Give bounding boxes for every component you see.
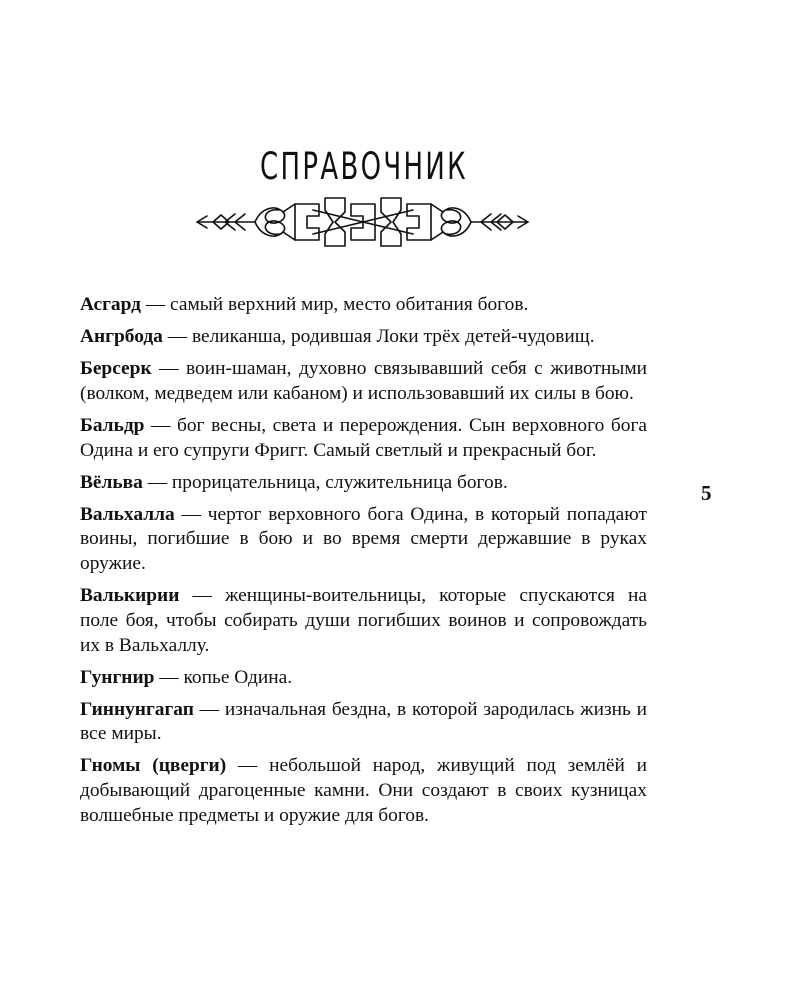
- glossary-entry: [80, 584, 647, 658]
- entry-term: Асгард: [80, 294, 141, 315]
- entry-definition: — бог весны, света и перерождения. Сын верховного бога Одина и его супруги Фригг. Самый светлый и прекрасный бог.: [80, 414, 647, 461]
- entry-definition: — женщины-воительницы, которые спускаются на поле боя, чтобы собирать души погибших воинов и сопровождать их в Вальхаллу.: [80, 585, 647, 656]
- entry-term: Берсерк: [80, 357, 152, 379]
- entry-definition: — великанша, родившая Локи трёх детей-чудовищ.: [162, 325, 595, 347]
- entry-term: Гномы (цверги): [80, 755, 227, 777]
- entry-definition: — прорицательница, служительница богов.: [142, 471, 508, 493]
- glossary-entry: [80, 666, 647, 691]
- entry-term: Гунгнир: [80, 666, 155, 688]
- entry-definition: — чертог верховного бога Одина, в который попадают воины, погибшие в бою и во время смерти державшие в руках оружие.: [80, 503, 647, 575]
- glossary-entry: [80, 357, 647, 407]
- entry-definition: — воин-шаман, духовно связывавший себя с животными (волком, медведем или кабаном) и использовавший их силы в бою.: [80, 357, 647, 404]
- entry-term: Ангрбода: [80, 325, 163, 347]
- entry-term: Гиннунгагап: [80, 698, 194, 720]
- glossary-entry: [80, 293, 647, 318]
- glossary-entry: [80, 414, 647, 464]
- glossary-entry: [80, 503, 647, 577]
- glossary-entry: [80, 325, 647, 350]
- entry-definition: — изначальная бездна, в которой зародилась жизнь и все миры.: [80, 698, 647, 745]
- glossary-entry: [80, 471, 647, 496]
- page-title: СПРАВОЧНИК: [260, 144, 468, 188]
- entry-term: Вальхалла: [80, 503, 175, 525]
- entry-definition: — копье Одина.: [154, 666, 293, 688]
- entry-term: Бальдр: [80, 414, 145, 436]
- entry-term: Валькирии: [80, 585, 180, 607]
- entry-definition: — самый верхний мир, место обитания богов.: [140, 294, 529, 315]
- entry-term: Вёльва: [80, 471, 143, 493]
- glossary-list: [80, 293, 647, 836]
- glossary-entry: [80, 698, 647, 748]
- page-number: 5: [701, 481, 712, 505]
- norse-knot-ornament-icon: [195, 190, 530, 254]
- glossary-entry: [80, 754, 647, 828]
- entry-definition: — небольшой народ, живущий под землёй и добывающий драгоценные камни. Они создают в своих кузницах волшебные предметы и оружие для богов.: [80, 755, 648, 827]
